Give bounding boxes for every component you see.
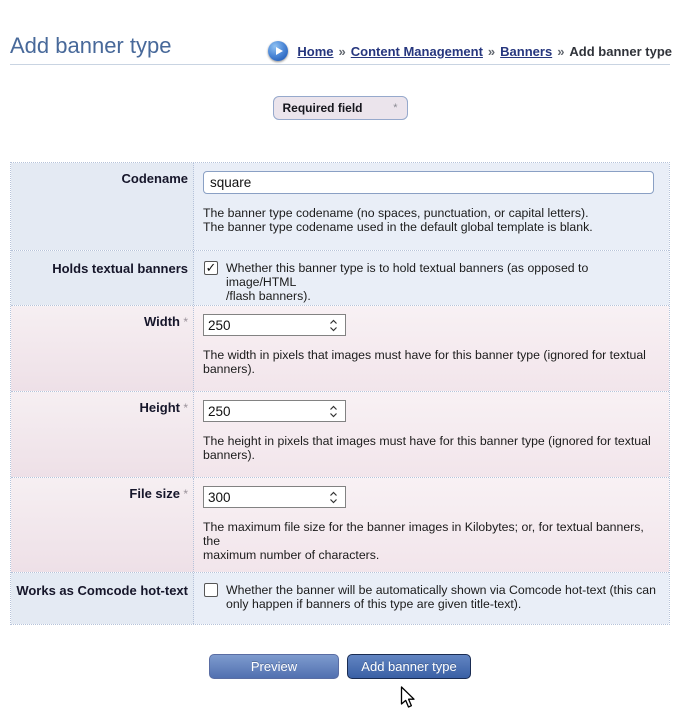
required-asterisk: * xyxy=(179,487,188,501)
form-row-width xyxy=(11,305,669,391)
holds_textual_banners-checkbox[interactable]: ✓ xyxy=(205,260,217,275)
works_as_comcode_hot_text-label: Works as Comcode hot-text xyxy=(11,573,194,624)
codename-content xyxy=(194,163,669,250)
height-content xyxy=(194,392,669,477)
breadcrumb-link-content-management[interactable]: Content Management xyxy=(350,43,483,59)
breadcrumb-link-banners[interactable]: Banners xyxy=(500,43,553,59)
form-table xyxy=(10,162,670,625)
breadcrumb-separator: » xyxy=(338,43,346,59)
height-description: The height in pixels that images must have for this banner type (ignored for textual banners). xyxy=(203,434,651,462)
spinner-down-icon[interactable] xyxy=(329,412,338,418)
form-row-codename xyxy=(11,163,669,250)
works_as_comcode_hot_text-checkbox[interactable] xyxy=(204,583,218,597)
width-input[interactable]: 250 xyxy=(203,314,346,336)
works_as_comcode_hot_text-text: Whether the banner will be automatically shown via Comcode hot-text (this can only happen if banners of this type are given title-text). xyxy=(226,583,656,611)
mouse-pointer-icon xyxy=(400,686,417,709)
required-asterisk: * xyxy=(393,102,398,114)
number-spinner[interactable] xyxy=(329,491,338,504)
title-divider xyxy=(10,64,670,65)
add-banner-type-button[interactable]: Add banner type xyxy=(347,654,471,679)
number-spinner[interactable] xyxy=(329,319,338,332)
play-arrow xyxy=(276,47,283,55)
holds_textual_banners-text: Whether this banner type is to hold textual banners (as opposed to image/HTML /flash banners). xyxy=(226,261,589,303)
breadcrumb-current: Add banner type xyxy=(569,43,672,59)
spinner-up-icon[interactable] xyxy=(329,319,338,325)
form-actions xyxy=(0,654,680,679)
required-field-label: Required field xyxy=(282,101,363,115)
width-content xyxy=(194,306,669,391)
holds_textual_banners-content xyxy=(194,251,669,305)
width-description: The width in pixels that images must have for this banner type (ignored for textual banners). xyxy=(203,348,646,376)
form-row-works_as_comcode_hot_text xyxy=(11,572,669,624)
spinner-down-icon[interactable] xyxy=(329,498,338,504)
breadcrumb-separator: » xyxy=(487,43,496,59)
width-label: Width * xyxy=(11,306,194,391)
spinner-down-icon[interactable] xyxy=(329,326,338,332)
file_size-description: The maximum file size for the banner images in Kilobytes; or, for textual banners, the maximum number of characters. xyxy=(203,520,644,562)
play-circle-icon[interactable] xyxy=(268,41,288,61)
height-input[interactable]: 250 xyxy=(203,400,346,422)
file_size-input[interactable]: 300 xyxy=(203,486,346,508)
spinner-up-icon[interactable] xyxy=(329,491,338,497)
number-spinner[interactable] xyxy=(329,405,338,418)
breadcrumb-separator: » xyxy=(557,43,565,59)
required-asterisk: * xyxy=(179,315,188,329)
breadcrumb-link-home[interactable]: Home xyxy=(297,43,334,59)
works_as_comcode_hot_text-content xyxy=(194,573,669,624)
codename-description: The banner type codename (no spaces, punctuation, or capital letters). The banner type codename used in the default global template is blank. xyxy=(203,206,593,234)
page-title: Add banner type xyxy=(10,33,172,58)
required-asterisk: * xyxy=(179,401,188,415)
holds_textual_banners-label: Holds textual banners xyxy=(11,251,194,305)
spinner-up-icon[interactable] xyxy=(329,405,338,411)
codename-label: Codename xyxy=(11,163,194,250)
height-label: Height * xyxy=(11,392,194,477)
form-row-file_size xyxy=(11,477,669,572)
required-field-key xyxy=(273,96,408,120)
file_size-content xyxy=(194,478,669,572)
file_size-label: File size * xyxy=(11,478,194,572)
preview-button[interactable]: Preview xyxy=(209,654,339,679)
codename-input[interactable]: square xyxy=(203,171,654,194)
form-row-height xyxy=(11,391,669,477)
breadcrumb xyxy=(268,41,672,61)
form-row-holds_textual_banners xyxy=(11,250,669,305)
